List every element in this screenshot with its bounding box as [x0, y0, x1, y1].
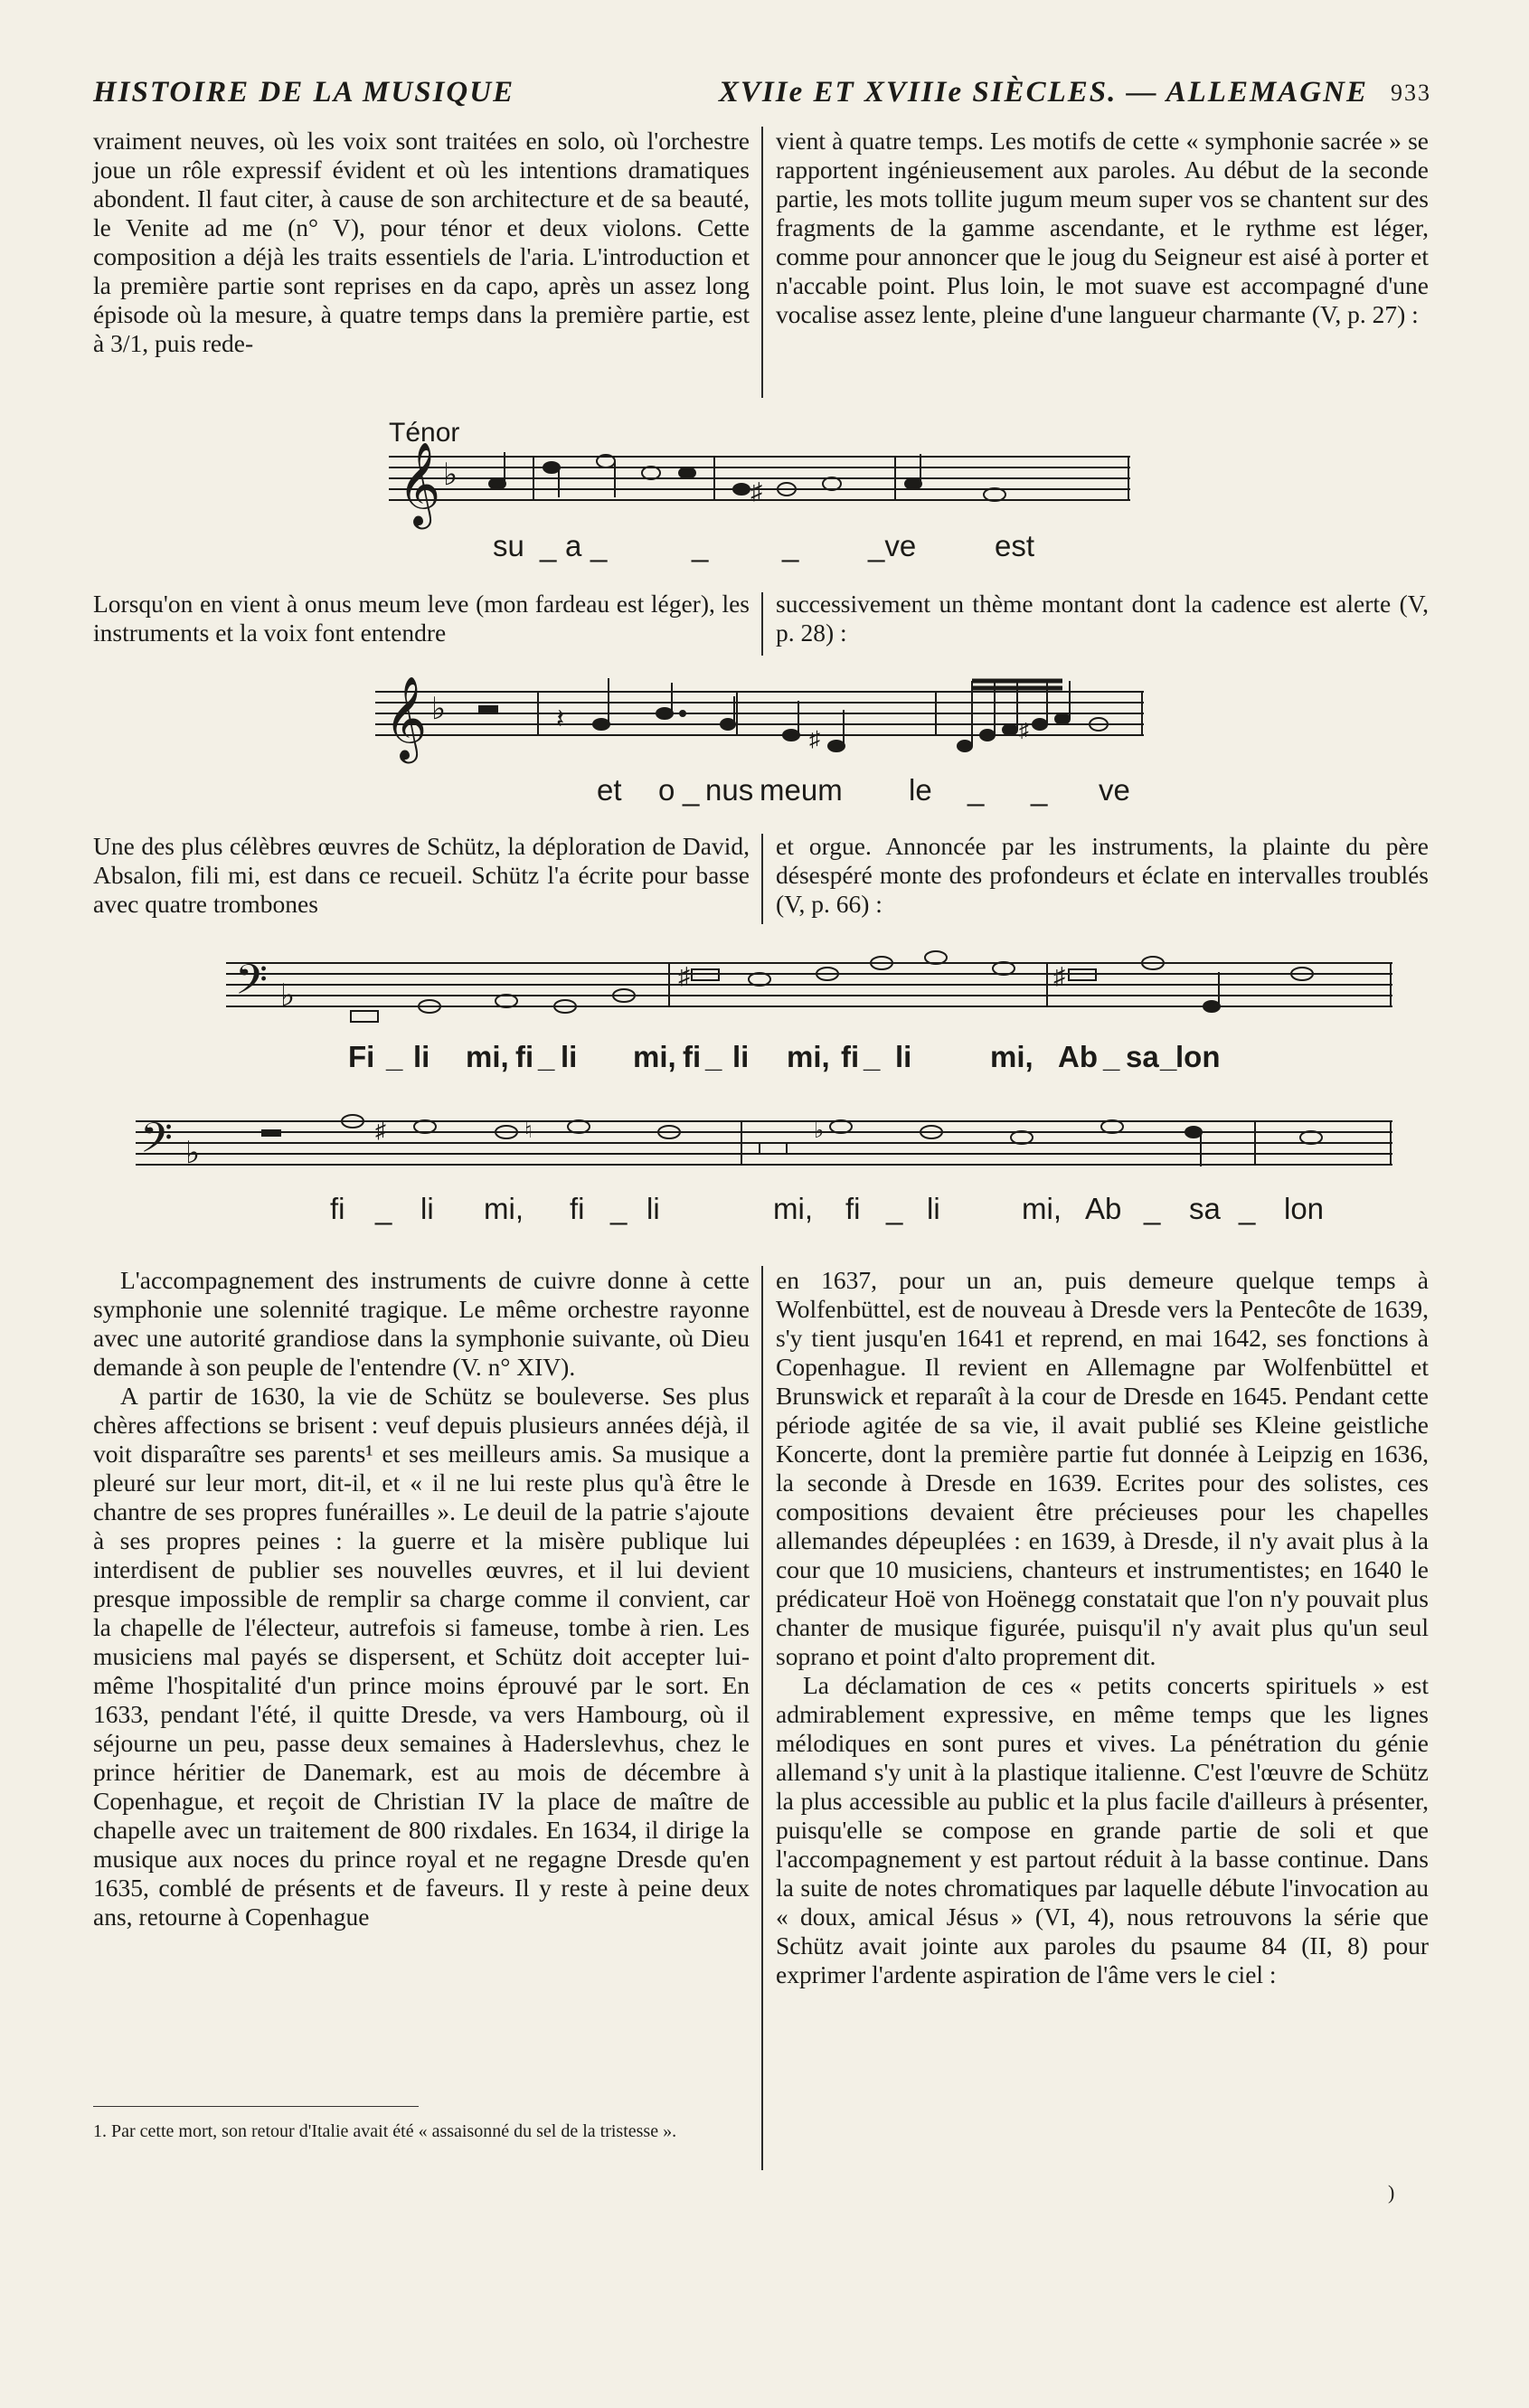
footnote-rule	[93, 2106, 419, 2107]
music-example-onus	[375, 674, 1144, 773]
lyric-syllable: su	[493, 529, 524, 562]
svg-text:♯: ♯	[1019, 719, 1029, 741]
lyric-syllable: sa	[1126, 1040, 1159, 1073]
svg-text:♯: ♯	[809, 728, 820, 751]
page-number: 933	[1391, 80, 1431, 106]
block1-right-column	[776, 127, 1429, 329]
lyric-syllable: _	[692, 529, 709, 562]
lyric-syllable: li	[413, 1040, 430, 1073]
lyric-syllable: _ve	[868, 529, 917, 562]
block4-right-column	[776, 1266, 1429, 1989]
lyric-syllable: Fi	[348, 1040, 375, 1073]
column-divider	[761, 834, 763, 924]
lyric-syllable: mi,	[990, 1040, 1033, 1073]
svg-text:𝄞: 𝄞	[398, 443, 441, 525]
lyric-syllable: _	[683, 773, 700, 807]
svg-text:𝄽: 𝄽	[556, 704, 565, 734]
svg-text:♭: ♭	[814, 1119, 825, 1143]
paragraph: en 1637, pour un an, puis demeure quelque temps à Wolfenbüttel, est de nouveau à Dresde vers la Pentecôte de 1639, s'y tient jusqu'en 1641 et reprend, en mai 1642, ses fonctions à Copenhague. Il revient en Allemagne par Wolfenbüttel et Brunswick et reparaît à la cour de Dresde en 1645. Pendant cette période agitée de sa vie, il avait publié ses Kleine geistliche Koncerte, dont la première partie fut donnée à Leipzig en 1636, la seconde à Dresde en 1639. Ecrites pour des solistes, ces compositions devaient être précieuses pour les chapelles allemandes dépeuplées : en 1639, à Dresde, il n'y avait plus à la cour que 10 musiciens, chanteurs et instrumentistes; en 1640 le prédicateur Hoë von Hoënegg constatait que l'on n'y pouvait plus chanter de musique figurée, puisqu'il n'y avait plus qu'un seul soprano et point d'alto proprement dit.	[776, 1266, 1429, 1670]
lyric-syllable: le	[909, 773, 932, 807]
paragraph: L'accompagnement des instruments de cuivre donne à cette symphonie une solennité tragique. Le même orchestre rayonne avec une autorité grandiose dans la symphonie suivante, où Dieu demande à son peuple de l'entendre (V. n° XIV).	[93, 1266, 750, 1381]
lyric-syllable: fi	[683, 1040, 702, 1073]
block4-left-column	[93, 1266, 750, 1931]
lyric-syllable: _	[538, 1040, 555, 1073]
svg-text:𝄢: 𝄢	[140, 1114, 174, 1173]
header-book-title: HISTOIRE DE LA MUSIQUE	[93, 76, 515, 109]
block2-left-column	[93, 590, 750, 647]
stray-mark: )	[1388, 2181, 1395, 2204]
lyric-syllable: Ab	[1058, 1040, 1098, 1073]
lyric-syllable: li	[927, 1192, 940, 1225]
lyric-syllable: _	[967, 773, 985, 807]
lyric-syllable: _	[375, 1192, 392, 1225]
lyric-syllable: _	[540, 529, 557, 562]
lyric-syllable: a	[565, 529, 582, 562]
lyric-syllable: Ab	[1085, 1192, 1122, 1225]
lyric-syllable: _	[610, 1192, 628, 1225]
lyric-syllable: et	[597, 773, 622, 807]
lyric-syllable: li	[647, 1192, 660, 1225]
paragraph: vient à quatre temps. Les motifs de cette « symphonie sacrée » se rapportent ingénieusement aux paroles. Au début de la seconde partie, les mots tollite jugum meum super vos se chantent sur des fragments de la gamme ascendante, et le rythme est léger, comme pour annoncer que le joug du Seigneur est aisé à porter et n'accable point. Plus loin, le mot suave est accompagné d'une vocalise assez lente, pleine d'une langueur charmante (V, p. 27) :	[776, 127, 1429, 328]
lyric-syllable: o	[658, 773, 675, 807]
block2-right-column	[776, 590, 1429, 647]
paragraph: Une des plus célèbres œuvres de Schütz, la déploration de David, Absalon, fili mi, est dans ce recueil. Schütz l'a écrite pour basse avec quatre trombones	[93, 832, 750, 918]
footnote: 1. Par cette mort, son retour d'Italie avait été « assaisonné du sel de la tristesse ».	[93, 2121, 677, 2141]
lyric-syllable: _	[705, 1040, 722, 1073]
paragraph: vraiment neuves, où les voix sont traitées en solo, où l'orchestre joue un rôle expressif évident et où les intentions dramatiques abondent. Il faut citer, à cause de son architecture et de sa beauté, le Venite ad me (n° V), pour ténor et deux violons. Cette composition a déjà les traits essentiels de l'aria. L'introduction et la première partie sont reprises en da capo, après un assez long épisode où la mesure, à quatre temps dans la première partie, est à 3/1, puis rede-	[93, 127, 750, 357]
lyric-syllable: _	[1031, 773, 1048, 807]
lyric-syllable: li	[561, 1040, 578, 1073]
column-divider	[761, 1266, 763, 2170]
lyric-syllable: fi	[330, 1192, 345, 1225]
lyric-syllable: est	[995, 529, 1035, 562]
svg-text:𝄢: 𝄢	[235, 956, 269, 1015]
lyric-syllable: li	[732, 1040, 750, 1073]
svg-text:♯: ♯	[750, 478, 762, 505]
lyric-syllable: mi,	[1022, 1192, 1062, 1225]
svg-text:♭: ♭	[280, 977, 296, 1014]
music-example-absalon-line2	[136, 1112, 1392, 1194]
paragraph: et orgue. Annoncée par les instruments, la plainte du père désespéré monte des profondeurs et éclate en intervalles troublés (V, p. 66) :	[776, 832, 1429, 918]
lyric-syllable: _	[886, 1192, 903, 1225]
svg-text:♭: ♭	[185, 1135, 201, 1171]
lyric-syllable: _	[1144, 1192, 1161, 1225]
lyric-syllable: mi,	[787, 1040, 830, 1073]
block3-left-column	[93, 832, 750, 919]
lyric-syllable: fi	[845, 1192, 861, 1225]
svg-text:♮: ♮	[524, 1119, 533, 1143]
lyric-syllable: _	[1160, 1040, 1177, 1073]
lyric-syllable: lon	[1175, 1040, 1221, 1073]
lyric-syllable: _	[386, 1040, 403, 1073]
svg-text:♯: ♯	[678, 963, 690, 989]
running-header	[93, 72, 1431, 118]
lyric-syllable: _	[782, 529, 799, 562]
lyric-syllable: meum	[760, 773, 843, 807]
lyric-syllable: fi	[841, 1040, 860, 1073]
svg-text:♯: ♯	[1053, 963, 1065, 989]
lyric-syllable: lon	[1284, 1192, 1325, 1225]
lyric-syllable: _	[1239, 1192, 1256, 1225]
lyric-syllable: fi	[515, 1040, 534, 1073]
music-example-absalon-line1	[226, 949, 1392, 1040]
column-divider	[761, 592, 763, 656]
svg-text:♯: ♯	[375, 1119, 386, 1143]
svg-text:♭: ♭	[443, 457, 458, 493]
paragraph: Lorsqu'on en vient à onus meum leve (mon fardeau est léger), les instruments et la voix font entendre	[93, 590, 750, 647]
lyric-syllable: fi	[570, 1192, 585, 1225]
svg-text:♭: ♭	[431, 691, 447, 727]
block1-left-column	[93, 127, 750, 358]
lyric-syllable: _	[590, 529, 608, 562]
lyric-syllable: nus	[705, 773, 754, 807]
lyric-syllable: _	[864, 1040, 881, 1073]
lyric-syllable: _	[1103, 1040, 1120, 1073]
lyric-syllable: mi,	[773, 1192, 813, 1225]
block3-right-column	[776, 832, 1429, 919]
tenor-label: Ténor	[389, 418, 460, 448]
lyric-syllable: ve	[1099, 773, 1130, 807]
lyric-syllable: li	[420, 1192, 434, 1225]
lyric-syllable: li	[895, 1040, 912, 1073]
column-divider	[761, 127, 763, 398]
lyric-syllable: mi,	[466, 1040, 509, 1073]
lyric-syllable: sa	[1189, 1192, 1221, 1225]
paragraph: successivement un thème montant dont la cadence est alerte (V, p. 28) :	[776, 590, 1429, 647]
svg-text:𝄞: 𝄞	[384, 675, 428, 760]
header-section-title: XVIIe ET XVIIIe SIÈCLES. — ALLEMAGNE	[718, 76, 1368, 109]
lyric-syllable: mi,	[484, 1192, 524, 1225]
lyric-syllable: mi,	[633, 1040, 676, 1073]
paragraph: A partir de 1630, la vie de Schütz se bouleverse. Ses plus chères affections se brisent : veuf depuis plusieurs années déjà, il voit disparaître ses parents¹ et ses meilleurs amis. Sa musique a pleuré sur leur mort, dit-il, et « il ne lui reste plus qu'à être le chantre de ses propres funérailles ». Le deuil de la patrie s'ajoute à ses propres peines : la guerre et la misère publique lui interdisent de publier ses nouvelles œuvres, et il lui devient presque impossible de remplir sa charge comme il convient, car la chapelle de l'électeur, autrefois si fameuse, tombe à rien. Les musiciens mal payés se dispersent, et Schütz doit accepter lui-même l'hospitalité d'un prince moins éprouvé par le sort. En 1633, pendant l'été, il quitte Dresde, va vers Hambourg, où il séjourne un peu, passe deux semaines à Haderslevhus, chez le prince héritier de Danemark, est au mois de décembre à Copenhague, et reçoit de Christian IV la place de maître de chapelle avec un traitement de 800 rixdales. En 1634, il dirige la musique aux noces du prince royal et ne regagne Dresde qu'en 1635, comblé de présents et de faveurs. Il y reste à peine deux ans, retourne à Copenhague	[93, 1382, 750, 1931]
paragraph: La déclamation de ces « petits concerts spirituels » est admirablement expressive, en même temps que les lignes mélodiques en sont pures et vives. La pénétration du génie allemand s'y unit à la plastique italienne. C'est l'œuvre de Schütz la plus accessible au public et la plus facile d'ailleurs à présenter, puisqu'elle se compose en grande partie de soli et que l'accompagnement y est partout réduit à la basse continue. Dans la suite de notes chromatiques par laquelle débute l'invocation au « doux, amical Jésus » (VI, 4), nous retrouvons la série que Schütz avait jointe aux paroles du psaume 84 (II, 8) pour exprimer l'ardente aspiration de l'âme vers le ciel :	[776, 1671, 1429, 1988]
music-example-tenor	[389, 443, 1130, 543]
